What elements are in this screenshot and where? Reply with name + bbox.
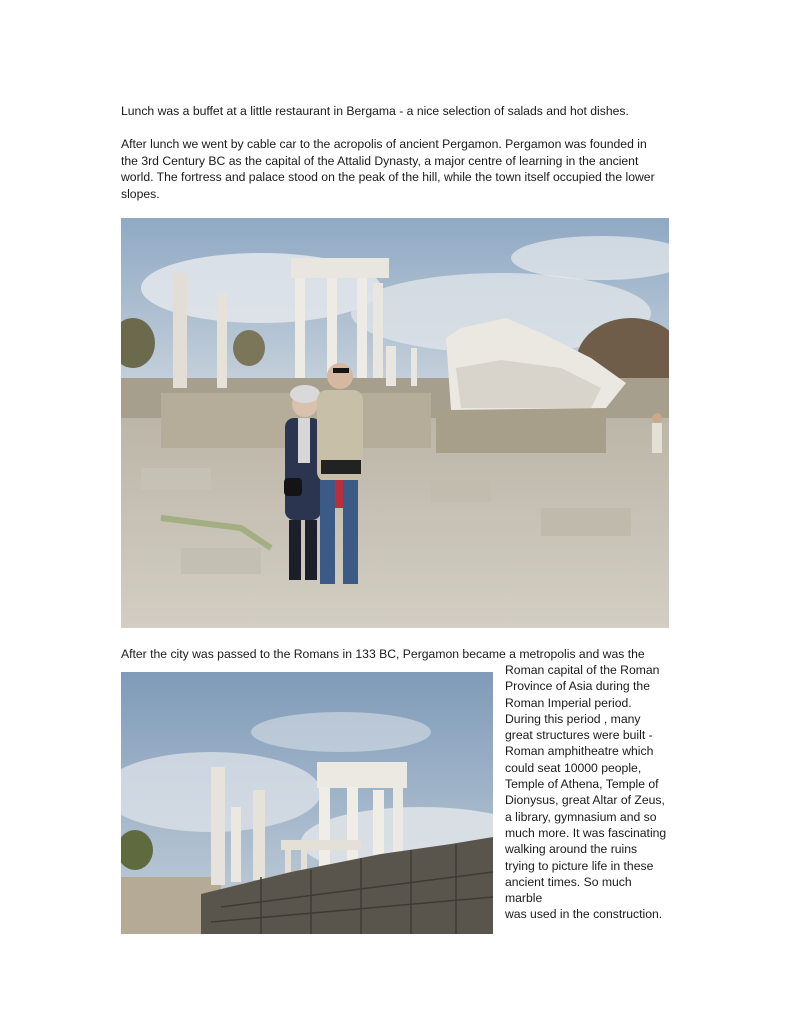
text-line: world. The fortress and palace stood on the peak of the hill, while the town itself occupied the lower [121, 170, 655, 184]
paragraph-roman-continued [505, 662, 675, 923]
paragraph-acropolis [121, 136, 673, 202]
paragraph-roman [121, 646, 673, 663]
text-line: trying to picture life in these [505, 858, 654, 873]
text-line: great structures were built - [505, 728, 653, 743]
text-line: After the city was passed to the Romans in 133 BC, Pergamon became a metropolis and was the [121, 647, 645, 661]
text-line: Roman Imperial period. [505, 695, 632, 710]
text-line: Temple of Athena, Temple of [505, 777, 659, 792]
text-line: ancient times. So much [505, 874, 632, 889]
text-line: Roman capital of the Roman [505, 663, 660, 677]
photo-couple-illustration [121, 218, 669, 628]
text-line: Dionysus, great Altar of Zeus, [505, 793, 665, 808]
text-line: During this period , many [505, 711, 641, 726]
text-line: much more. It was fascinating [505, 825, 667, 840]
text-line: the 3rd Century BC as the capital of the Attalid Dynasty, a major centre of learning in the ancient [121, 153, 639, 168]
text-line: walking around the ruins [505, 842, 638, 857]
text-line: a library, gymnasium and so [505, 809, 657, 824]
paragraph-lunch-text: Lunch was a buffet at a little restaurant in Bergama - a nice selection of salads and hot dishes. [121, 104, 629, 118]
text-line: Province of Asia during the [505, 679, 650, 694]
photo-temple-illustration [121, 672, 493, 934]
text-line: After lunch we went by cable car to the acropolis of ancient Pergamon. Pergamon was founded in [121, 137, 647, 151]
text-line: Roman amphitheatre which [505, 744, 654, 759]
text-line: marble [505, 891, 543, 906]
photo-temple-columns [121, 672, 493, 934]
photo-couple-at-trajan-temple [121, 218, 669, 628]
text-line: could seat 10000 people, [505, 760, 642, 775]
text-line: slopes. [121, 186, 160, 201]
paragraph-lunch [121, 103, 673, 120]
text-line: was used in the construction. [505, 907, 663, 922]
